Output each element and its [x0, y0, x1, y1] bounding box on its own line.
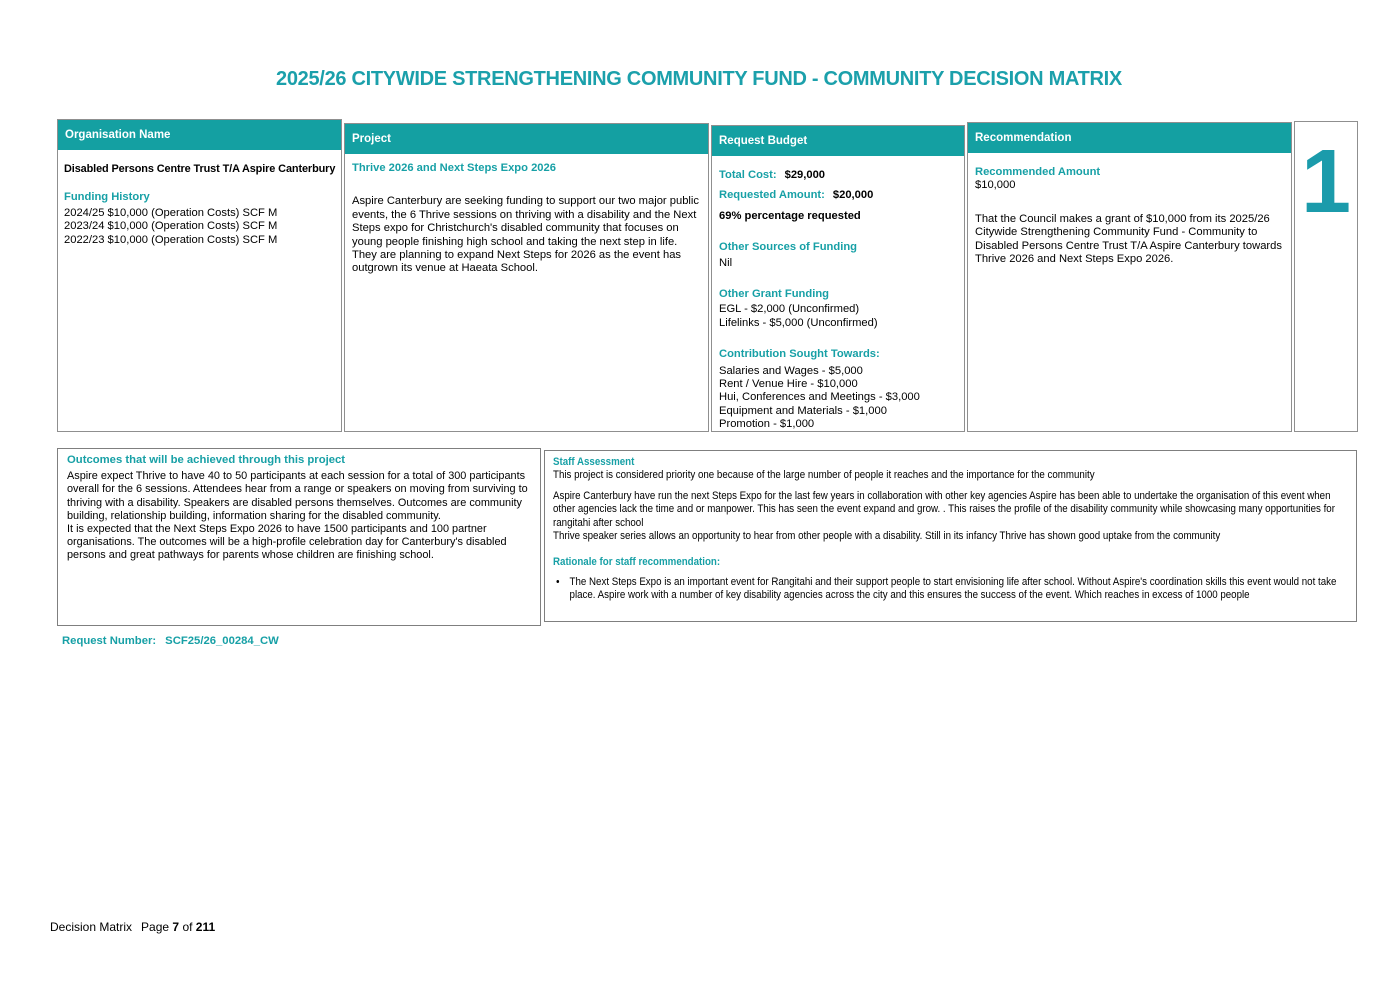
- organisation-column-body: [58, 150, 341, 431]
- footer-page-number: 7: [172, 920, 180, 934]
- total-cost-value: $29,000: [784, 169, 826, 181]
- request-budget-column-header: Request Budget: [712, 126, 964, 156]
- requested-amount-label: Requested Amount:: [719, 189, 825, 202]
- recommended-amount-value: $10,000: [975, 179, 1016, 192]
- other-sources-label: Other Sources of Funding: [719, 241, 857, 254]
- staff-assessment-paragraph: This project is considered priority one because of the large number of people it reaches and the importance for the community: [553, 469, 1095, 482]
- recommended-amount-label: Recommended Amount: [975, 166, 1101, 178]
- contribution-line: Equipment and Materials - $1,000: [719, 404, 887, 417]
- funding-history-line: 2024/25 $10,000 (Operation Costs) SCF M: [64, 206, 278, 219]
- contribution-line: Rent / Venue Hire - $10,000: [719, 378, 858, 391]
- outcomes-box: [57, 448, 541, 626]
- request-number-value: SCF25/26_00284_CW: [165, 635, 279, 647]
- organisation-column-header: Organisation Name: [58, 120, 341, 150]
- organisation-column: [57, 119, 342, 432]
- other-grant-line: EGL - $2,000 (Unconfirmed): [719, 303, 860, 316]
- priority-rank-number: 1: [1300, 132, 1352, 232]
- total-cost-label: Total Cost:: [719, 169, 777, 181]
- project-title: Thrive 2026 and Next Steps Expo 2026: [352, 162, 556, 174]
- project-column-body: [345, 154, 708, 431]
- recommendation-column-header: Recommendation: [968, 123, 1291, 153]
- footer-of-label: of: [182, 920, 193, 934]
- staff-assessment-box: [544, 450, 1357, 622]
- rationale-label: Rationale for staff recommendation:: [553, 556, 721, 569]
- page-footer: [50, 920, 215, 934]
- footer-doc-label: Decision Matrix: [50, 920, 133, 934]
- decision-matrix-table: [57, 118, 1359, 432]
- project-column: [344, 123, 709, 432]
- request-number-row: [62, 635, 279, 647]
- funding-history-line: 2023/24 $10,000 (Operation Costs) SCF M: [64, 220, 278, 233]
- requested-amount-value: $20,000: [832, 189, 874, 202]
- outcomes-paragraph: It is expected that the Next Steps Expo 2026 to have 1500 participants and 100 partner organisations. The outcomes will be a high-profile celebration day for Canterbury's disabled persons and great pathways for parents whose children are finishing school.: [67, 523, 507, 562]
- assessment-section: [57, 448, 1357, 626]
- footer-page-label: Page: [141, 920, 170, 934]
- outcomes-header: Outcomes that will be achieved through this project: [67, 454, 346, 466]
- staff-assessment-header: Staff Assessment: [553, 456, 635, 468]
- funding-history-line: 2022/23 $10,000 (Operation Costs) SCF M: [64, 233, 278, 246]
- contribution-line: Hui, Conferences and Meetings - $3,000: [719, 391, 920, 404]
- project-column-header: Project: [345, 124, 708, 154]
- project-description: Aspire Canterbury are seeking funding to support our two major public events, the 6 Thrive sessions on thriving with a disability and the Next Steps expo for Christchurch's disabled community that focuses on young people finishing high school and taking the next step in life. They are planning to expand Next Steps for 2026 as the event has outgrown its venue at Haeata School.: [352, 195, 699, 275]
- page-title: 2025/26 CITYWIDE STRENGTHENING COMMUNITY FUND - COMMUNITY DECISION MATRIX: [276, 68, 1122, 90]
- funding-history-label: Funding History: [64, 191, 150, 204]
- recommendation-text: That the Council makes a grant of $10,000 from its 2025/26 Citywide Strengthening Community Fund - Community to Disabled Persons Centre Trust T/A Aspire Canterbury towards Thrive 2026 and Next Steps Expo 2026.: [975, 212, 1282, 266]
- contribution-line: Promotion - $1,000: [719, 418, 815, 431]
- organisation-name: Disabled Persons Centre Trust T/A Aspire Canterbury: [64, 163, 336, 175]
- staff-assessment-paragraph: Aspire Canterbury have run the next Steps Expo for the last few years in collaboration with other key agencies Aspire has been able to undertake the organisation of this event when other agencies lack the time and or manpower. This has seen the event expand and grow. . This raises the profile of the disability community while showcasing many opportunities for rangitahi after school: [553, 489, 1335, 529]
- other-grant-line: Lifelinks - $5,000 (Unconfirmed): [719, 316, 878, 329]
- total-cost-row: [719, 169, 957, 182]
- staff-assessment-content: [553, 456, 1348, 603]
- contribution-sought-label: Contribution Sought Towards:: [719, 348, 880, 361]
- percentage-requested: 69% percentage requested: [719, 209, 861, 222]
- rationale-bullet: • The Next Steps Expo is an important event for Rangitahi and their support people to start envisioning life after school. Without Aspire's coordination skills this event would not take place. Aspire work with a number of key disability agencies across the city and this ensures the success of the event. Which reaches in excess of 1000 people: [568, 576, 1348, 603]
- recommendation-column-body: [968, 153, 1291, 431]
- request-budget-column: [711, 125, 965, 432]
- other-sources-value: Nil: [719, 256, 733, 269]
- outcomes-paragraph: Aspire expect Thrive to have 40 to 50 participants at each session for a total of 300 participants overall for the 6 sessions. Attendees hear from a range or speakers on moving from surviving to thriving with a disability. Speakers are disabled persons themselves. Outcomes are community building, relationship building, information sharing for the disabled community.: [67, 470, 528, 522]
- footer-page-total: 211: [195, 920, 216, 934]
- staff-assessment-paragraph: Thrive speaker series allows an opportunity to hear from other people with a disability. Still in its infancy Thrive has shown good uptake from the community: [553, 530, 1221, 543]
- request-number-label: Request Number:: [62, 635, 157, 647]
- rationale-bullet-list: [553, 576, 1348, 603]
- request-budget-column-body: [712, 156, 964, 432]
- priority-rank-cell: [1294, 121, 1358, 432]
- contribution-line: Salaries and Wages - $5,000: [719, 364, 863, 377]
- other-grant-funding-label: Other Grant Funding: [719, 288, 830, 301]
- recommendation-column: [967, 122, 1292, 432]
- requested-amount-row: [719, 189, 957, 202]
